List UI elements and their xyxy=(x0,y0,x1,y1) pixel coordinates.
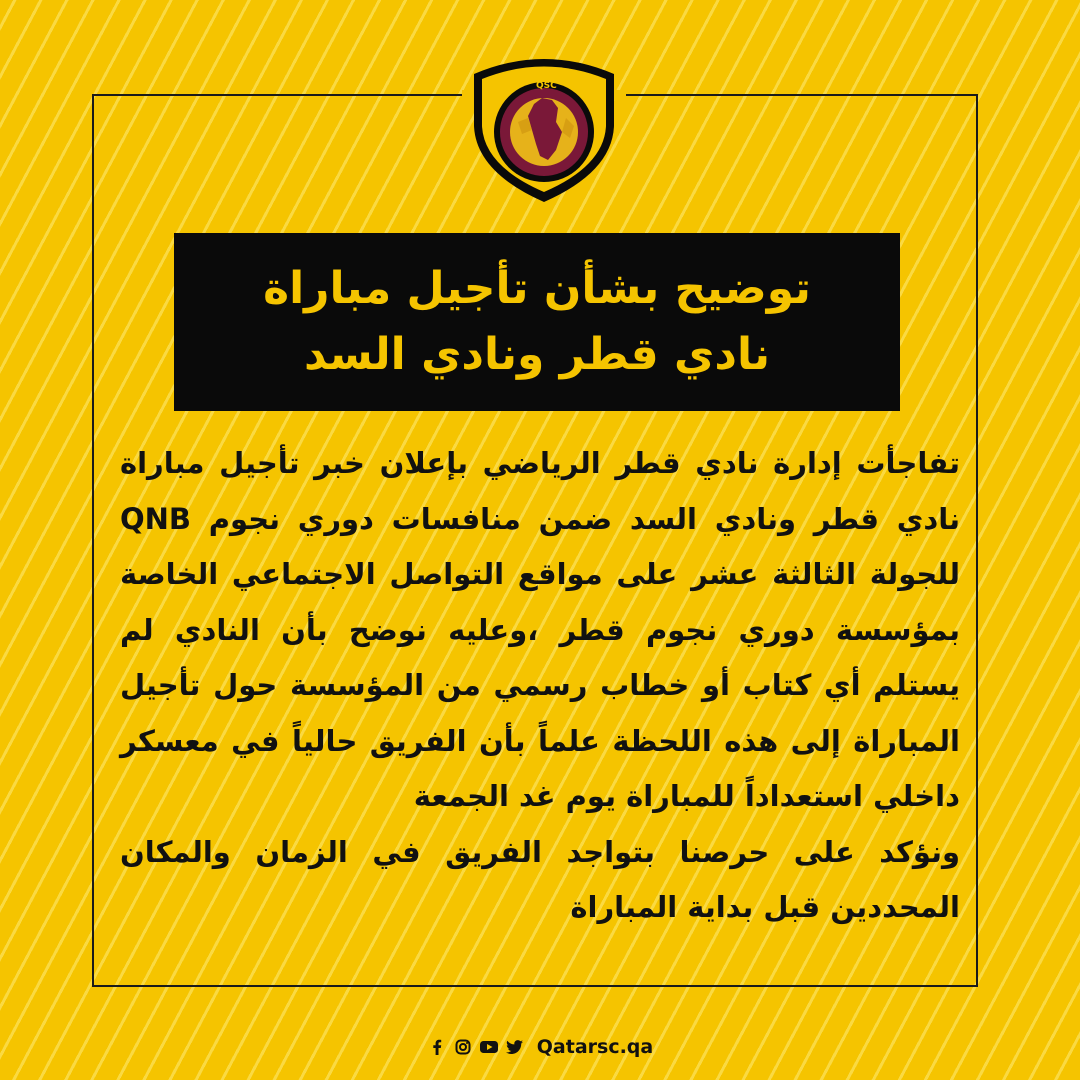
footer-social-bar xyxy=(0,1030,1080,1064)
statement-body xyxy=(120,436,960,936)
statement-paragraph-2: ونؤكد على حرصنا بتواجد الفريق في الزمان والمكان المحددين قبل بداية المباراة xyxy=(120,834,960,924)
title-banner xyxy=(174,233,900,411)
title-line-1: توضيح بشأن تأجيل مباراة xyxy=(263,263,811,314)
crest-qsc-text: QSC xyxy=(536,81,557,91)
twitter-icon[interactable] xyxy=(505,1037,525,1057)
website-link[interactable]: Qatarsc.qa xyxy=(536,1036,654,1058)
instagram-icon[interactable] xyxy=(453,1037,473,1057)
title-line-2: نادي قطر ونادي السد xyxy=(303,329,771,380)
club-crest-logo xyxy=(462,52,626,204)
statement-paragraph-1: تفاجأت إدارة نادي قطر الرياضي بإعلان خبر تأجيل مباراة نادي قطر ونادي السد ضمن منافسات دوري نجوم QNB للجولة الثالثة عشر على مواقع التواصل الاجتماعي الخاصة بمؤسسة دوري نجوم قطر ،وعليه نوضح بأن النادي لم يستلم أي كتاب أو خطاب رسمي من المؤسسة حول تأجيل المباراة إلى هذه اللحظة علماً بأن الفريق حالياً في معسكر داخلي استعداداً للمباراة يوم غد الجمعة xyxy=(120,446,960,813)
youtube-icon[interactable] xyxy=(479,1037,499,1057)
facebook-icon[interactable] xyxy=(427,1037,447,1057)
